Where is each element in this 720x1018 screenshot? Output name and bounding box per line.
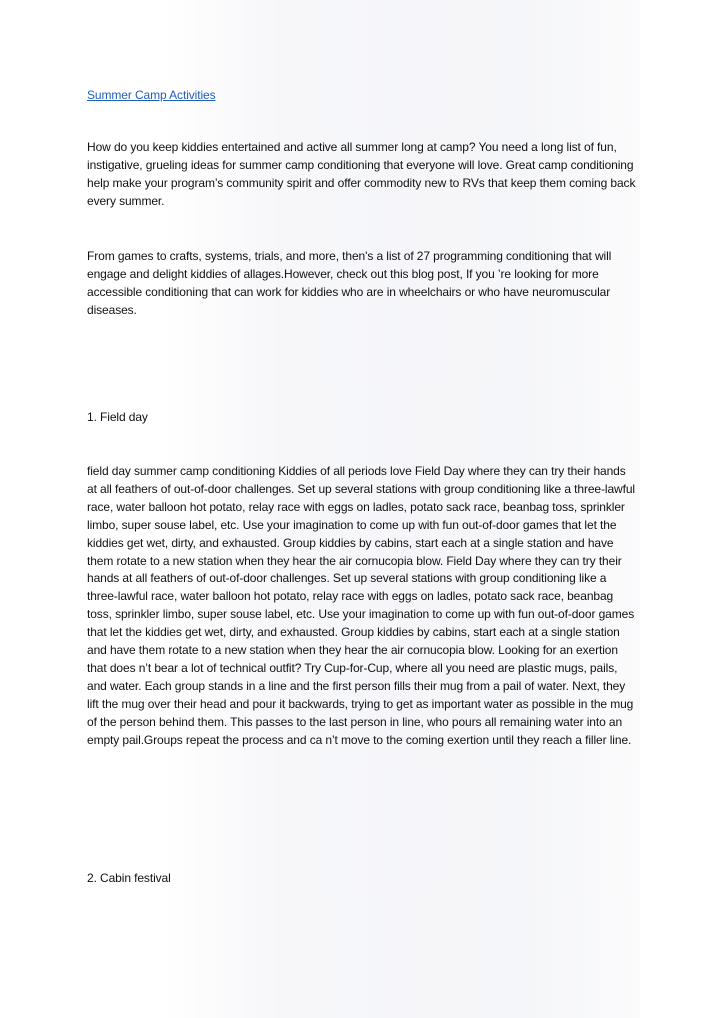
section-heading-field-day: 1. Field day	[87, 410, 148, 424]
section-heading-cabin-festival: 2. Cabin festival	[87, 871, 171, 885]
intro-paragraph: How do you keep kiddies entertained and active all summer long at camp? You need a long list of fun, instigative, grueling ideas for summer camp conditioning that everyone will love. Great camp conditioning help make your program’s community spirit and offer commodity new to RVs that keep them coming back every summer.	[87, 140, 636, 208]
title-link[interactable]: Summer Camp Activities	[87, 88, 216, 102]
second-paragraph: From games to crafts, systems, trials, and more, then's a list of 27 programming conditioning that will engage and delight kiddies of allages.However, check out this blog post, If you ’re looking for more accessible conditioning that can work for kiddies who are in wheelchairs or who have neuromuscular diseases.	[87, 249, 612, 317]
section-body-field-day: field day summer camp conditioning Kiddies of all periods love Field Day where they can try their hands at all feathers of out-of-door challenges. Set up several stations with group conditioning like a three-lawful race, water balloon hot potato, relay race with eggs on ladles, potato sack race, beanbag toss, sprinkler limbo, super souse label, etc. Use your imagination to come up with fun out-of-door games that let the kiddies get wet, dirty, and exhausted. Group kiddies by cabins, start each at a single station and have them rotate to a new station when they hear the air cornucopia blow. Field Day where they can try their hands at all feathers of out-of-door challenges. Set up several stations with group conditioning like a three-lawful race, water balloon hot potato, relay race with eggs on ladles, potato sack race, beanbag toss, sprinkler limbo, super souse label, etc. Use your imagination to come up with fun out-of-door games that let the kiddies get wet, dirty, and exhausted. Group kiddies by cabins, start each at a single station and have them rotate to a new station when they hear the air cornucopia blow. Looking for an exertion that does n’t bear a lot of technical outfit? Try Cup-for-Cup, where all you need are plastic mugs, pails, and water. Each group stands in a line and the first person fills their mug from a pail of water. Next, they lift the mug over their head and pour it backwards, trying to get as important water as possible in the mug of the person behind them. This passes to the last person in line, who pours all remaining water into an empty pail.Groups repeat the process and ca n’t move to the coming exertion until they reach a filler line.	[87, 464, 635, 747]
